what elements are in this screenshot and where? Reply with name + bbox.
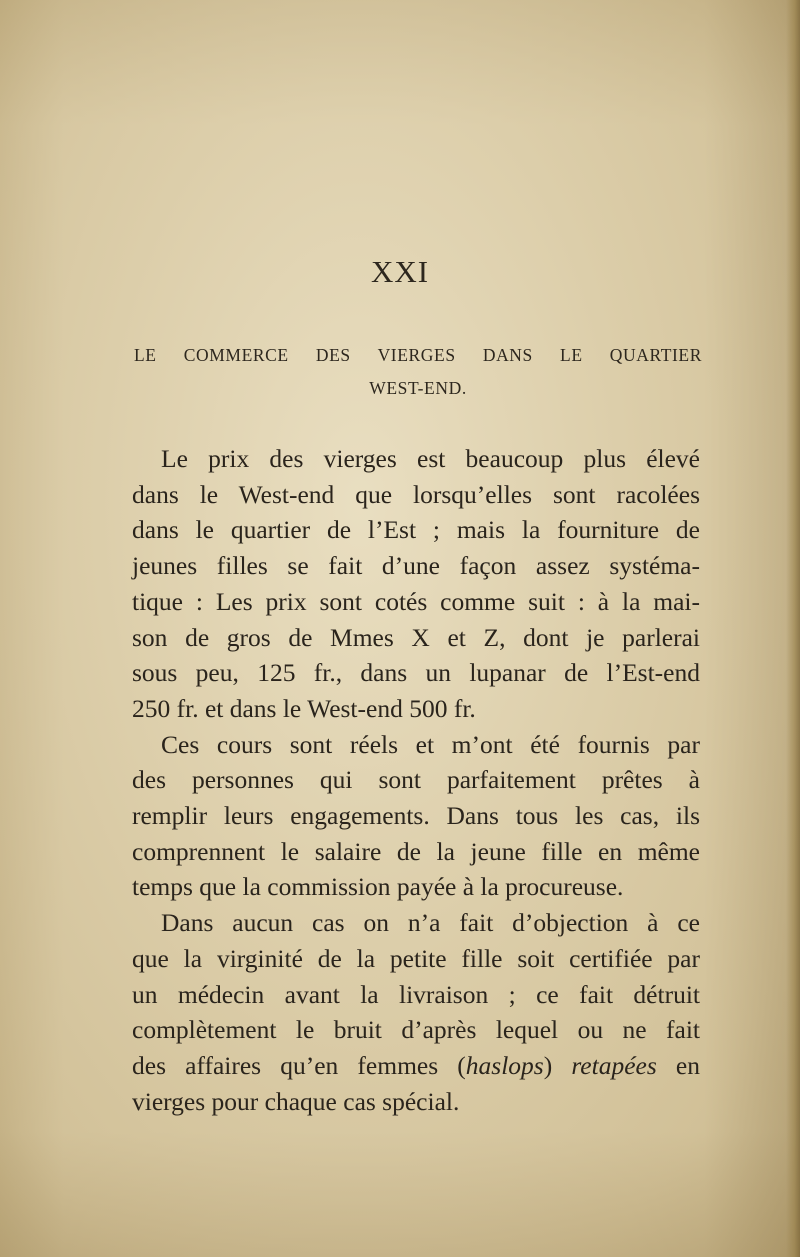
paragraph-1-line-6: son de gros de Mmes X et Z, dont je parlerai [132, 622, 700, 652]
paragraph-1-line-2: dans le West-end que lorsqu’elles sont racolées [132, 479, 700, 509]
body-text [132, 441, 700, 1119]
paragraph-1-line-5: tique : Les prix sont cotés comme suit : à la mai- [132, 586, 700, 616]
paragraph-3-line-4: complètement le bruit d’après lequel ou ne fait [132, 1015, 700, 1045]
chapter-number: XXI [370, 254, 430, 289]
paragraph-1-line-7: sous peu, 125 fr., dans un lupanar de l’Est-end [132, 658, 700, 688]
paragraph-3-line-2: que la virginité de la petite fille soit certifiée par [132, 943, 700, 973]
paragraph-3-line-3: un médecin avant la livraison ; ce fait détruit [132, 979, 700, 1009]
line-text-before: des affaires qu’en femmes ( [132, 1050, 466, 1080]
italic-word-haslops: haslops [465, 1050, 544, 1080]
paragraph-1-line-4: jeunes filles se fait d’une façon assez systéma- [132, 551, 700, 581]
chapter-title-line-2: WEST-END. [369, 378, 467, 398]
paragraph-3-line-1: Dans aucun cas on n’a fait d’objection à ce [161, 908, 700, 938]
paragraph-3-line-6: vierges pour chaque cas spécial. [132, 1086, 460, 1116]
page-edge [786, 0, 800, 1257]
chapter-title [134, 339, 702, 405]
paragraph-2-line-4: comprennent le salaire de la jeune fille en même [132, 836, 700, 866]
paragraph-2-line-2: des personnes qui sont parfaitement prêtes à [132, 765, 700, 795]
paragraph-2-line-1: Ces cours sont réels et m’ont été fournis par [161, 729, 700, 759]
line-text-middle: ) [543, 1050, 572, 1080]
paragraph-1-line-1: Le prix des vierges est beaucoup plus élevé [161, 444, 700, 473]
paragraph-2-line-5: temps que la commission payée à la procureuse. [132, 872, 624, 902]
italic-word-retapees: retapées [571, 1050, 657, 1080]
line-text-after: en [656, 1050, 700, 1080]
paragraph-2-line-3: remplir leurs engagements. Dans tous les cas, ils [132, 801, 700, 831]
paragraph-1-line-8: 250 fr. et dans le West-end 500 fr. [132, 693, 476, 723]
chapter-title-line-1: LE COMMERCE DES VIERGES DANS LE QUARTIER [134, 345, 702, 365]
paragraph-3-line-5 [132, 1048, 700, 1084]
paragraph-1-line-3: dans le quartier de l’Est ; mais la fourniture de [132, 515, 700, 545]
